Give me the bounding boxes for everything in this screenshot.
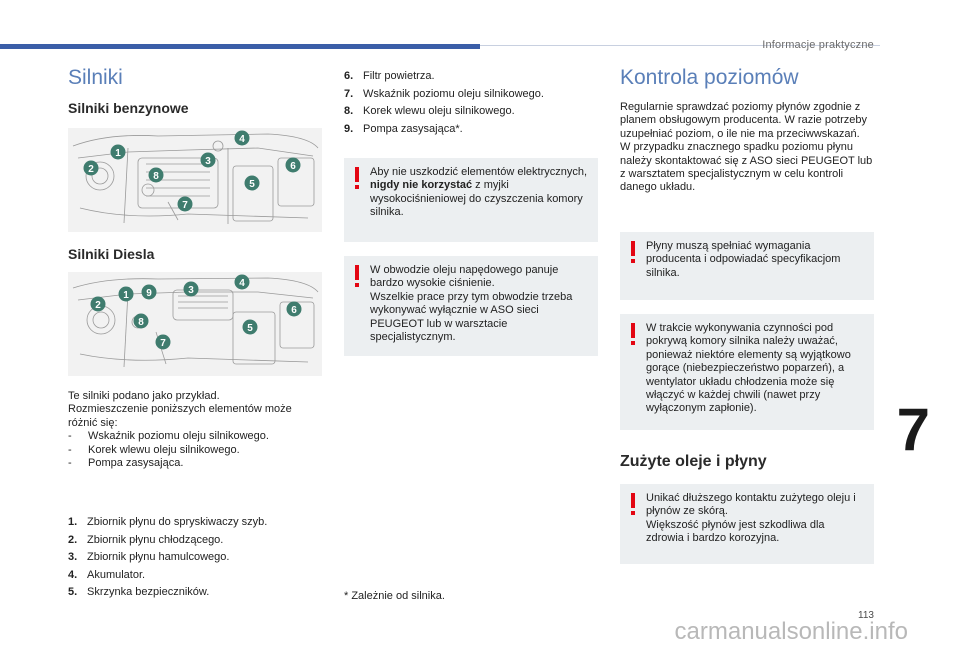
callout-7: 7 bbox=[160, 338, 166, 349]
petrol-engine-drawing bbox=[68, 128, 322, 232]
page-number: 113 bbox=[858, 610, 874, 621]
list-item: - Korek wlewu oleju silnikowego. bbox=[68, 443, 240, 456]
list-item: 8. Korek wlewu oleju silnikowego. bbox=[344, 105, 515, 118]
callout-5: 5 bbox=[247, 323, 253, 334]
callout-8: 8 bbox=[153, 171, 159, 182]
list-item: 5. Skrzynka bezpieczników. bbox=[68, 586, 210, 599]
header-bar bbox=[0, 44, 480, 49]
petrol-engine-callouts bbox=[84, 131, 301, 212]
exclamation-icon bbox=[354, 265, 360, 287]
callout-9: 9 bbox=[146, 288, 152, 299]
heading-used-oils: Zużyte oleje i płyny bbox=[620, 453, 767, 470]
warning-text: W obwodzie oleju napędowego panuje bardzo wysokie ciśnienie. Wszelkie prace przy tym obwodzie trzeba wykonywać wyłącznie w ASO sieci PEUGEOT lub w warsztacie specjalistycznym. bbox=[370, 264, 573, 344]
warning-text: W trakcie wykonywania czynności pod pokrywą komory silnika należy uważać, ponieważ niektóre elementy są wyjątkowo gorące (niebezpieczeństwo poparzeń), a wentylator układu chłodzenia może się włączyć w każdej chwili (nawet przy wyłączonym zapłonie). bbox=[646, 322, 851, 415]
callout-7: 7 bbox=[182, 200, 188, 211]
callout-2: 2 bbox=[95, 300, 101, 311]
list-item: 2. Zbiornik płynu chłodzącego. bbox=[68, 533, 224, 546]
callout-2: 2 bbox=[88, 164, 94, 175]
component-list-6-9 bbox=[344, 70, 594, 140]
watermark: carmanualsonline.info bbox=[674, 618, 908, 645]
heading-diesel-engines: Silniki Diesla bbox=[68, 246, 155, 262]
warning-text: Aby nie uszkodzić elementów elektrycznych, nigdy nie korzystać z myjki wysokociśnieniowej do czyszczenia komory silnika. bbox=[370, 166, 588, 219]
callout-3: 3 bbox=[188, 285, 194, 296]
engine-note-list bbox=[68, 430, 328, 470]
running-head: Informacje praktyczne bbox=[762, 39, 874, 51]
heading-petrol-engines: Silniki benzynowe bbox=[68, 100, 189, 116]
exclamation-icon bbox=[630, 493, 636, 515]
callout-5: 5 bbox=[249, 179, 255, 190]
engine-note-line: różnić się: bbox=[68, 416, 118, 429]
callout-8: 8 bbox=[138, 317, 144, 328]
engine-note-line: Rozmieszczenie poniższych elementów może bbox=[68, 403, 292, 416]
callout-1: 1 bbox=[123, 290, 129, 301]
callout-4: 4 bbox=[239, 134, 245, 145]
warning-text: Unikać dłuższego kontaktu zużytego oleju i płynów ze skórą. Większość płynów jest szkodliwa dla zdrowia i bardzo korozyjna. bbox=[646, 492, 856, 545]
engine-note-line: Te silniki podano jako przykład. bbox=[68, 390, 220, 402]
list-item: 4. Akumulator. bbox=[68, 568, 146, 581]
section-title-level-checks: Kontrola poziomów bbox=[620, 66, 799, 89]
list-item: 9. Pompa zasysająca*. bbox=[344, 122, 463, 135]
exclamation-icon bbox=[630, 323, 636, 345]
warning-hot-components bbox=[620, 314, 874, 430]
warning-fluid-specs bbox=[620, 232, 874, 300]
list-item: 7. Wskaźnik poziomu oleju silnikowego. bbox=[344, 87, 544, 100]
exclamation-icon bbox=[630, 241, 636, 263]
callout-3: 3 bbox=[205, 156, 211, 167]
petrol-engine-illustration bbox=[68, 128, 322, 232]
warning-text: Płyny muszą spełniać wymagania producenta i odpowiadać specyfikacjom silnika. bbox=[646, 240, 841, 279]
list-item: 6. Filtr powietrza. bbox=[344, 70, 435, 82]
exclamation-icon bbox=[354, 167, 360, 189]
list-item: - Pompa zasysająca. bbox=[68, 457, 184, 470]
callout-1: 1 bbox=[115, 148, 121, 159]
callout-4: 4 bbox=[239, 278, 245, 289]
component-list-1-5 bbox=[68, 516, 328, 604]
list-item: 3. Zbiornik płynu hamulcowego. bbox=[68, 551, 230, 564]
diesel-engine-drawing bbox=[68, 272, 322, 376]
list-item: - Wskaźnik poziomu oleju silnikowego. bbox=[68, 430, 269, 443]
diesel-engine-illustration bbox=[68, 272, 322, 376]
callout-6: 6 bbox=[291, 305, 297, 316]
footnote: * Zależnie od silnika. bbox=[344, 590, 445, 602]
list-item: 1. Zbiornik płynu do spryskiwaczy szyb. bbox=[68, 516, 268, 528]
warning-high-pressure-washer bbox=[344, 158, 598, 242]
chapter-number: 7 bbox=[896, 396, 930, 463]
callout-6: 6 bbox=[290, 161, 296, 172]
warning-fuel-pressure bbox=[344, 256, 598, 356]
level-checks-intro: Regularnie sprawdzać poziomy płynów zgodnie z planem obsługowym producenta. W razie potrzeby uzupełniać poziom, o ile nie ma przeciwwskazań. W przypadku znacznego spadku poziomu płynu należy skontaktować się z ASO sieci PEUGEOT lub z warsztatem specjalistycznym w celu kontroli danego układu. bbox=[620, 101, 873, 194]
engine-note bbox=[68, 390, 328, 470]
section-title-engines: Silniki bbox=[68, 66, 123, 89]
warning-used-oils bbox=[620, 484, 874, 564]
